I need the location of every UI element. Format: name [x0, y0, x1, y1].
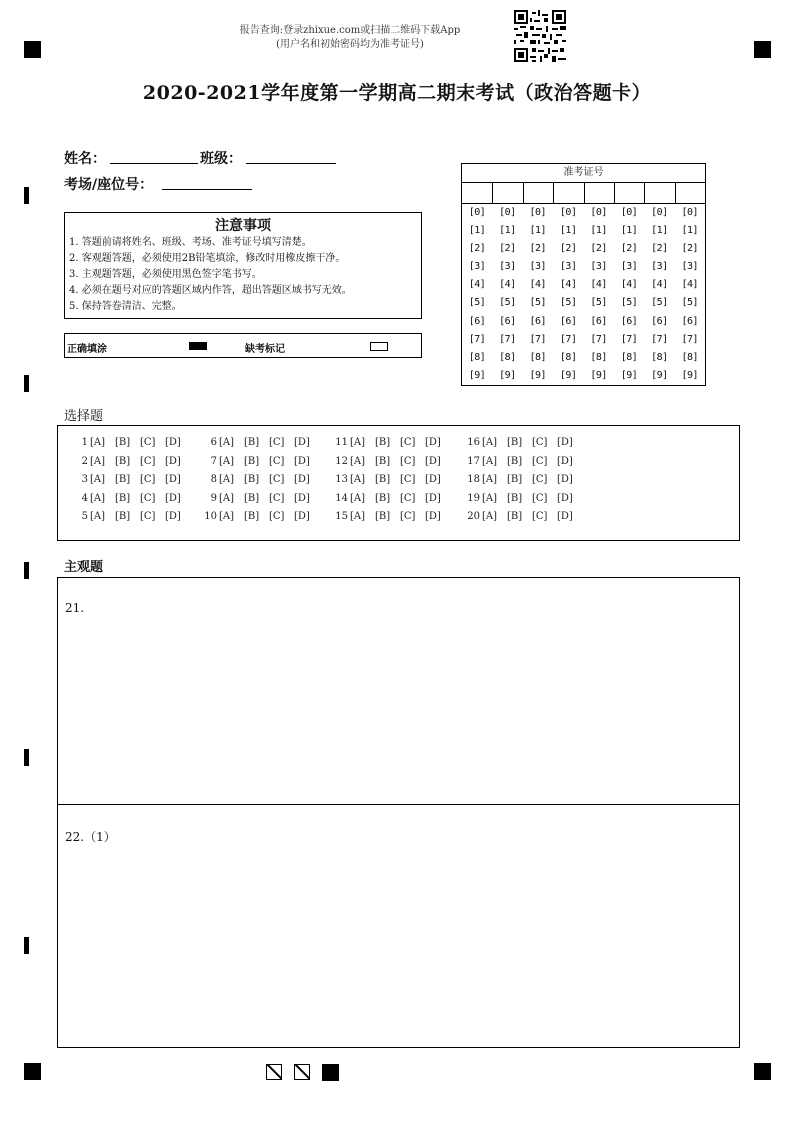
choice-row	[72, 456, 190, 475]
seat-label: 考场/座位号：	[64, 177, 154, 193]
choice-bubble[interactable]: [D]	[557, 492, 573, 504]
choice-row	[201, 493, 319, 512]
id-digit-bubble[interactable]: [7]	[681, 333, 699, 345]
id-digit-bubble[interactable]: [4]	[529, 279, 547, 291]
choice-row	[332, 493, 450, 512]
id-digit-bubble[interactable]: [6]	[620, 315, 638, 327]
choice-bubble[interactable]: [A]	[350, 455, 366, 467]
choice-row	[464, 456, 582, 475]
id-digit-bubble[interactable]: [4]	[559, 279, 577, 291]
id-digit-bubble[interactable]: [2]	[499, 243, 516, 255]
id-digit-bubble[interactable]: [6]	[529, 315, 547, 327]
admission-number-title: 准考证号	[462, 164, 705, 183]
id-digit-bubble[interactable]: [8]	[468, 351, 486, 363]
choice-bubble[interactable]: [D]	[294, 474, 310, 485]
fill-legend	[64, 333, 422, 358]
id-digit-bubble[interactable]: [3]	[651, 261, 668, 273]
choice-bubble[interactable]: [C]	[269, 437, 285, 448]
timing-mark	[24, 187, 29, 204]
timing-mark	[24, 937, 29, 954]
choice-bubble[interactable]: [D]	[557, 474, 573, 485]
question-number: 12	[335, 455, 348, 467]
choice-bubble[interactable]: [B]	[507, 437, 523, 448]
id-digit-bubble[interactable]: [9]	[499, 369, 516, 381]
id-digit-bubble[interactable]: [1]	[620, 225, 638, 237]
question-number: 14	[335, 492, 348, 504]
id-digit-bubble[interactable]: [6]	[681, 315, 699, 327]
choice-bubble[interactable]: [A]	[90, 511, 106, 522]
choice-row	[201, 511, 319, 530]
choice-bubble[interactable]: [C]	[532, 492, 548, 504]
question-number: 3	[81, 474, 88, 485]
choice-bubble[interactable]: [D]	[294, 511, 310, 522]
choice-bubble[interactable]: [D]	[294, 437, 310, 448]
id-digit-bubble[interactable]: [7]	[468, 333, 486, 345]
question-number: 5	[81, 511, 88, 522]
choice-row	[464, 493, 582, 512]
id-digit-column	[462, 204, 492, 385]
id-digit-bubble[interactable]: [1]	[681, 225, 699, 237]
id-digit-bubble[interactable]: [5]	[468, 297, 486, 309]
choice-bubble[interactable]: [D]	[165, 455, 181, 467]
choice-row	[72, 511, 190, 530]
notice-item: 2. 客观题答题，必须使用2B铅笔填涂，修改时用橡皮擦干净。	[69, 253, 346, 264]
choice-bubble[interactable]: [A]	[482, 455, 498, 467]
id-digit-bubble[interactable]: [8]	[529, 351, 547, 363]
choice-bubble[interactable]: [C]	[400, 511, 416, 522]
choice-bubble[interactable]: [C]	[532, 455, 548, 467]
page-code-cross-icon	[266, 1064, 282, 1080]
class-label: 班级：	[200, 151, 242, 167]
id-digit-bubble[interactable]: [0]	[620, 207, 638, 218]
choice-bubble[interactable]: [A]	[482, 511, 498, 522]
question-number: 8	[210, 474, 217, 485]
choice-bubble[interactable]: [C]	[140, 437, 156, 448]
id-digit-bubble[interactable]: [1]	[499, 225, 516, 237]
choice-bubble[interactable]: [A]	[350, 492, 366, 504]
choice-bubble[interactable]: [C]	[400, 492, 416, 504]
question-number: 13	[335, 474, 348, 485]
choice-bubble[interactable]: [C]	[269, 455, 285, 467]
id-digit-column	[644, 204, 674, 385]
notice-list	[65, 235, 421, 315]
id-digit-bubble[interactable]: [7]	[499, 333, 516, 345]
name-field[interactable]	[110, 162, 198, 164]
admission-number-grid	[461, 163, 706, 386]
choice-bubble[interactable]: [A]	[350, 511, 366, 522]
choice-bubble[interactable]: [D]	[425, 474, 441, 485]
id-digit-bubble[interactable]: [5]	[499, 297, 516, 309]
answer-area-21[interactable]	[57, 577, 740, 805]
choice-bubble[interactable]: [A]	[482, 474, 498, 485]
choice-bubble[interactable]: [B]	[375, 437, 391, 448]
id-digit-bubble[interactable]: [0]	[559, 207, 577, 218]
id-digit-bubble[interactable]: [4]	[468, 279, 486, 291]
choice-bubble[interactable]: [A]	[219, 492, 235, 504]
question-number: 7	[210, 455, 217, 467]
choice-bubble[interactable]: [C]	[140, 474, 156, 485]
choice-row	[332, 474, 450, 493]
choice-bubble[interactable]: [D]	[165, 511, 181, 522]
id-digit-bubble[interactable]: [7]	[529, 333, 547, 345]
choice-bubble[interactable]: [C]	[269, 474, 285, 485]
choice-row	[201, 437, 319, 456]
id-cell-divider	[675, 183, 676, 203]
id-digit-bubble[interactable]: [1]	[559, 225, 577, 237]
timing-mark	[24, 375, 29, 392]
id-digit-bubble[interactable]: [0]	[529, 207, 547, 218]
id-digit-bubble[interactable]: [7]	[559, 333, 577, 345]
choice-bubble[interactable]: [C]	[400, 437, 416, 448]
choice-bubble[interactable]: [D]	[425, 455, 441, 467]
choice-bubble[interactable]: [B]	[244, 455, 260, 467]
choice-bubble[interactable]: [A]	[219, 455, 235, 467]
id-digit-bubble[interactable]: [6]	[468, 315, 486, 327]
choice-bubble[interactable]: [C]	[140, 511, 156, 522]
id-digit-column	[492, 204, 522, 385]
notice-box	[64, 212, 422, 319]
choice-bubble[interactable]: [D]	[294, 492, 310, 504]
id-digit-bubble[interactable]: [5]	[559, 297, 577, 309]
choice-bubble[interactable]: [A]	[219, 511, 235, 522]
choice-bubble[interactable]: [C]	[532, 437, 548, 448]
choice-row	[464, 437, 582, 456]
timing-mark	[24, 562, 29, 579]
choice-bubble[interactable]: [C]	[400, 474, 416, 485]
choice-bubble[interactable]: [B]	[115, 455, 131, 467]
id-digit-bubble[interactable]: [4]	[681, 279, 699, 291]
question-21-label: 21.	[65, 601, 85, 615]
seat-field[interactable]	[162, 188, 252, 190]
id-digit-bubble[interactable]: [3]	[529, 261, 547, 273]
choice-bubble[interactable]: [B]	[375, 511, 391, 522]
id-digit-bubble[interactable]: [1]	[529, 225, 547, 237]
question-number: 20	[467, 511, 480, 522]
corner-mark-top-left	[24, 41, 41, 58]
choice-bubble[interactable]: [A]	[90, 437, 106, 448]
credential-note: (用户名和初始密码均为准考证号)	[276, 39, 424, 50]
question-number: 18	[467, 474, 480, 485]
choice-bubble[interactable]: [B]	[507, 474, 523, 485]
choice-row	[464, 474, 582, 493]
id-digit-bubble[interactable]: [2]	[620, 243, 638, 255]
id-digit-bubble[interactable]: [6]	[559, 315, 577, 327]
id-digit-bubble[interactable]: [8]	[590, 351, 607, 363]
choice-bubble[interactable]: [C]	[269, 511, 285, 522]
id-digit-bubble[interactable]: [0]	[590, 207, 607, 218]
choice-row	[332, 456, 450, 475]
id-cell-divider	[492, 183, 493, 203]
choice-row	[72, 493, 190, 512]
choice-bubble[interactable]: [A]	[90, 492, 106, 504]
id-digit-bubble[interactable]: [2]	[681, 243, 699, 255]
choice-bubble[interactable]: [D]	[557, 455, 573, 467]
choice-group	[332, 437, 450, 530]
notice-item: 5. 保持答卷清洁、完整。	[69, 301, 182, 312]
question-22-label: 22.（1）	[65, 830, 116, 844]
choice-bubble[interactable]: [D]	[165, 437, 181, 448]
question-number: 15	[335, 511, 348, 522]
id-digit-bubble[interactable]: [1]	[651, 225, 668, 237]
id-digit-bubble[interactable]: [3]	[559, 261, 577, 273]
choice-row	[332, 511, 450, 530]
choice-bubble[interactable]: [B]	[115, 437, 131, 448]
question-number: 16	[467, 437, 480, 448]
choice-bubble[interactable]: [A]	[482, 437, 498, 448]
timing-mark	[24, 749, 29, 766]
page-title: 2020-2021学年度第一学期高二期末考试（政治答题卡）	[142, 82, 652, 104]
question-number: 17	[467, 455, 480, 467]
choice-bubble[interactable]: [D]	[557, 437, 573, 448]
choice-bubble[interactable]: [B]	[375, 455, 391, 467]
id-digit-bubble[interactable]: [5]	[590, 297, 607, 309]
id-digit-bubble[interactable]: [5]	[651, 297, 668, 309]
choice-section-label: 选择题	[64, 409, 104, 424]
id-digit-bubble[interactable]: [5]	[529, 297, 547, 309]
id-digit-column	[553, 204, 583, 385]
choice-bubble[interactable]: [B]	[507, 511, 523, 522]
choice-row	[201, 474, 319, 493]
id-digit-bubble[interactable]: [2]	[559, 243, 577, 255]
id-digit-bubble[interactable]: [5]	[681, 297, 699, 309]
id-cell-divider	[523, 183, 524, 203]
page-code-filled-mark	[322, 1064, 339, 1081]
choice-row	[332, 437, 450, 456]
question-number: 9	[210, 492, 217, 504]
choice-bubble[interactable]: [B]	[375, 474, 391, 485]
id-digit-bubble[interactable]: [2]	[468, 243, 486, 255]
choice-bubble[interactable]: [D]	[165, 474, 181, 485]
absent-mark-label: 缺考标记	[245, 344, 285, 355]
id-digit-bubble[interactable]: [9]	[651, 369, 668, 381]
filled-sample	[189, 342, 207, 350]
id-digit-bubble[interactable]: [9]	[559, 369, 577, 381]
choice-bubble[interactable]: [C]	[140, 492, 156, 504]
notice-item: 3. 主观题答题，必须使用黑色签字笔书写。	[69, 269, 262, 280]
choice-answer-box	[57, 425, 740, 541]
choice-row	[201, 456, 319, 475]
id-digit-bubble[interactable]: [3]	[468, 261, 486, 273]
id-digit-bubble[interactable]: [5]	[620, 297, 638, 309]
corner-mark-bottom-right	[754, 1063, 771, 1080]
id-digit-bubble[interactable]: [2]	[590, 243, 607, 255]
id-digit-bubble[interactable]: [9]	[468, 369, 486, 381]
id-digit-bubble[interactable]: [2]	[651, 243, 668, 255]
id-digit-bubble[interactable]: [3]	[499, 261, 516, 273]
qr-code-icon[interactable]	[514, 10, 566, 62]
id-digit-bubble[interactable]: [4]	[620, 279, 638, 291]
id-digit-bubble[interactable]: [4]	[499, 279, 516, 291]
id-digit-column	[675, 204, 705, 385]
id-digit-bubble[interactable]: [7]	[651, 333, 668, 345]
choice-bubble[interactable]: [C]	[532, 474, 548, 485]
id-digit-bubble[interactable]: [1]	[468, 225, 486, 237]
id-cell-divider	[553, 183, 554, 203]
id-cell-divider	[644, 183, 645, 203]
id-digit-bubble[interactable]: [6]	[499, 315, 516, 327]
id-digit-bubble[interactable]: [9]	[620, 369, 638, 381]
choice-bubble[interactable]: [A]	[219, 437, 235, 448]
choice-bubble[interactable]: [B]	[115, 492, 131, 504]
choice-bubble[interactable]: [C]	[140, 455, 156, 467]
choice-bubble[interactable]: [A]	[90, 455, 106, 467]
choice-bubble[interactable]: [D]	[425, 511, 441, 522]
choice-bubble[interactable]: [A]	[350, 437, 366, 448]
id-digit-bubble[interactable]: [8]	[651, 351, 668, 363]
choice-bubble[interactable]: [B]	[507, 492, 523, 504]
question-number: 1	[81, 437, 88, 448]
correct-fill-label: 正确填涂	[67, 344, 107, 355]
question-number: 11	[335, 437, 348, 448]
answer-area-22[interactable]	[57, 804, 740, 1048]
admission-number-cells	[462, 183, 705, 204]
choice-bubble[interactable]: [B]	[115, 511, 131, 522]
choice-group	[72, 437, 190, 530]
choice-bubble[interactable]: [D]	[557, 511, 573, 522]
choice-bubble[interactable]: [D]	[294, 455, 310, 467]
id-digit-bubble[interactable]: [1]	[590, 225, 607, 237]
id-digit-bubble[interactable]: [9]	[681, 369, 699, 381]
id-digit-bubble[interactable]: [6]	[590, 315, 607, 327]
id-digit-bubble[interactable]: [7]	[590, 333, 607, 345]
id-digit-bubble[interactable]: [8]	[499, 351, 516, 363]
report-query-note: 报告查询:登录zhixue.com或扫描二维码下载App	[239, 25, 461, 36]
choice-bubble[interactable]: [A]	[90, 474, 106, 485]
id-digit-column	[584, 204, 614, 385]
choice-bubble[interactable]: [B]	[507, 455, 523, 467]
notice-title: 注意事项	[215, 218, 271, 234]
id-digit-bubble[interactable]: [8]	[559, 351, 577, 363]
choice-row	[72, 474, 190, 493]
choice-row	[72, 437, 190, 456]
id-digit-bubble[interactable]: [7]	[620, 333, 638, 345]
choice-bubble[interactable]: [B]	[244, 474, 260, 485]
choice-bubble[interactable]: [B]	[244, 511, 260, 522]
absent-mark-box[interactable]	[370, 342, 388, 351]
choice-bubble[interactable]: [B]	[375, 492, 391, 504]
id-digit-bubble[interactable]: [8]	[681, 351, 699, 363]
id-digit-bubble[interactable]: [6]	[651, 315, 668, 327]
choice-bubble[interactable]: [A]	[482, 492, 498, 504]
subjective-section-label: 主观题	[64, 560, 104, 575]
id-digit-column	[523, 204, 553, 385]
id-cell-divider	[614, 183, 615, 203]
id-digit-bubble[interactable]: [0]	[681, 207, 699, 218]
choice-bubble[interactable]: [C]	[532, 511, 548, 522]
id-digit-bubble[interactable]: [3]	[681, 261, 699, 273]
id-digit-bubble[interactable]: [9]	[590, 369, 607, 381]
name-label: 姓名：	[64, 151, 106, 167]
corner-mark-top-right	[754, 41, 771, 58]
notice-item: 4. 必须在题号对应的答题区域内作答，超出答题区域书写无效。	[69, 285, 352, 296]
choice-bubble[interactable]: [B]	[244, 437, 260, 448]
id-digit-bubble[interactable]: [3]	[620, 261, 638, 273]
id-digit-bubble[interactable]: [0]	[651, 207, 668, 218]
id-digit-bubble[interactable]: [0]	[468, 207, 486, 218]
choice-bubble[interactable]: [D]	[425, 492, 441, 504]
id-digit-bubble[interactable]: [4]	[651, 279, 668, 291]
notice-item: 1. 答题前请将姓名、班级、考场、准考证号填写清楚。	[69, 237, 312, 248]
choice-group	[201, 437, 319, 530]
choice-bubble[interactable]: [A]	[350, 474, 366, 485]
choice-bubble[interactable]: [D]	[425, 437, 441, 448]
question-number: 19	[467, 492, 480, 504]
choice-bubble[interactable]: [A]	[219, 474, 235, 485]
id-digit-bubble[interactable]: [2]	[529, 243, 547, 255]
choice-row	[464, 511, 582, 530]
question-number: 10	[204, 511, 217, 522]
id-digit-bubble[interactable]: [0]	[499, 207, 516, 218]
choice-group	[464, 437, 582, 530]
question-number: 2	[81, 455, 88, 467]
choice-bubble[interactable]: [B]	[115, 474, 131, 485]
id-digit-bubble[interactable]: [3]	[590, 261, 607, 273]
choice-bubble[interactable]: [C]	[400, 455, 416, 467]
question-number: 6	[210, 437, 217, 448]
choice-bubble[interactable]: [C]	[269, 492, 285, 504]
corner-mark-bottom-left	[24, 1063, 41, 1080]
id-cell-divider	[584, 183, 585, 203]
question-number: 4	[81, 492, 88, 504]
class-field[interactable]	[246, 162, 336, 164]
id-digit-bubble[interactable]: [4]	[590, 279, 607, 291]
choice-bubble[interactable]: [D]	[165, 492, 181, 504]
id-digit-column	[614, 204, 644, 385]
choice-bubble[interactable]: [B]	[244, 492, 260, 504]
page-code-cross-icon	[294, 1064, 310, 1080]
id-digit-bubble[interactable]: [9]	[529, 369, 547, 381]
id-digit-bubble[interactable]: [8]	[620, 351, 638, 363]
